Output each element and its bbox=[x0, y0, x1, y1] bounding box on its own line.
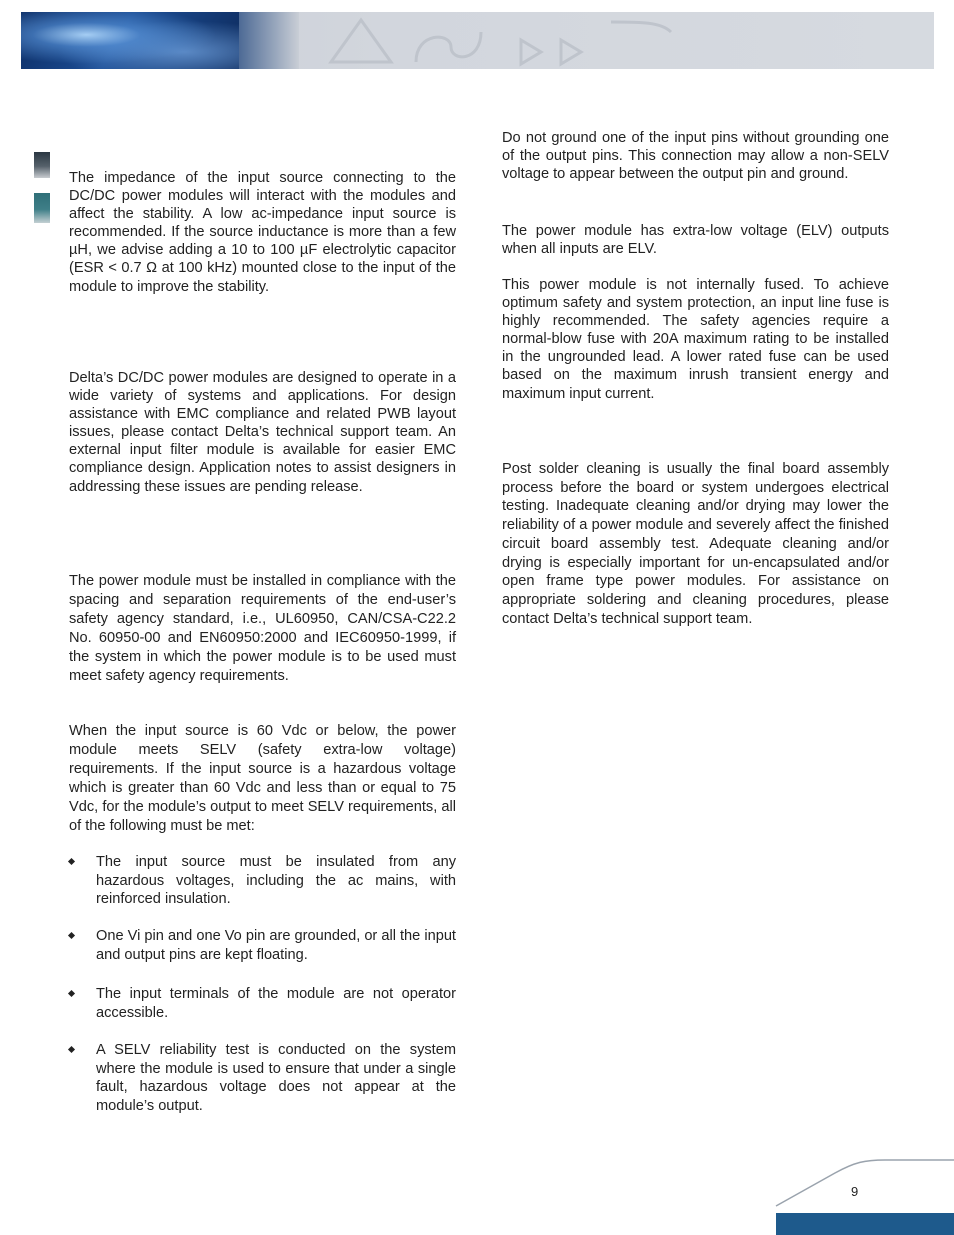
selv-paragraph bbox=[69, 722, 456, 835]
fuse-paragraph bbox=[502, 276, 889, 403]
section-marker-teal bbox=[34, 193, 50, 223]
page-number: 9 bbox=[851, 1184, 859, 1199]
list-item bbox=[69, 853, 456, 909]
banner-logo-watermark bbox=[321, 12, 681, 69]
bullet-icon bbox=[68, 858, 75, 865]
footer-bar bbox=[776, 1213, 954, 1235]
bullet-text: The input terminals of the module are not operator accessible. bbox=[96, 986, 456, 1021]
bullet-text: One Vi pin and one Vo pin are grounded, or all the input and output pins are kept floating. bbox=[96, 928, 456, 963]
emc-paragraph bbox=[69, 369, 456, 496]
bullet-icon bbox=[68, 1046, 75, 1053]
emc-text: Delta’s DC/DC power modules are designed to operate in a wide variety of systems and applications. For design assistance with EMC compliance and related PWB layout issues, please contact Delta’s technical support team. An external input filter module is available for easier EMC compliance design. Application notes to assist designers in addressing these issues are pending release. bbox=[69, 370, 456, 495]
safety-text: The power module must be installed in compliance with the spacing and separation requirements of the end-user’s safety agency standard, i.e., UL60950, CAN/CSA-C22.2 No. 60950-00 and EN60950:2000 and IEC60950-1999, if the system in which the power module is to be used must meet safety agency requirements. bbox=[69, 573, 456, 684]
selv-text: When the input source is 60 Vdc or below, the power module meets SELV (safety extra-low voltage) requirements. If the input source is a hazardous voltage which is greater than 60 Vdc and less than or equal to 75 Vdc, for the module’s output to meet SELV requirements, all of the following must be met: bbox=[69, 723, 456, 834]
bullet-text: A SELV reliability test is conducted on the system where the module is used to ensure that under a single fault, hazardous voltage does not appear at the module’s output. bbox=[96, 1042, 456, 1114]
footer-corner-graphic bbox=[775, 1158, 954, 1218]
bullet-icon bbox=[68, 932, 75, 939]
cleaning-paragraph bbox=[502, 460, 889, 628]
grounding-paragraph bbox=[502, 129, 889, 183]
cleaning-text: Post solder cleaning is usually the final board assembly process before the board or system undergoes electrical testing. Inadequate cleaning and/or drying may lower the reliability of a power module and severely affect the finished circuit board assembly test. Adequate cleaning and/or drying is especially important for un-encapsulated and/or open frame type power modules. For assistance on appropriate soldering and cleaning procedures, please contact Delta’s technical support team. bbox=[502, 461, 889, 627]
input-impedance-text: The impedance of the input source connecting to the DC/DC power modules will interact with the modules and affect the stability. A low ac-impedance input source is recommended. If the source inductance is more than a few µH, we advise adding a 10 to 100 µF electrolytic capacitor (ESR < 0.7 Ω at 100 kHz) mounted close to the input of the module to improve the stability. bbox=[69, 170, 456, 295]
bullet-icon bbox=[68, 990, 75, 997]
list-item bbox=[69, 927, 456, 964]
elv-text: The power module has extra-low voltage (ELV) outputs when all inputs are ELV. bbox=[502, 223, 889, 258]
banner-fade bbox=[239, 12, 299, 69]
safety-paragraph bbox=[69, 572, 456, 685]
bullet-text: The input source must be insulated from any hazardous voltages, including the ac mains, with reinforced insulation. bbox=[96, 854, 456, 908]
header-banner bbox=[21, 12, 934, 69]
list-item bbox=[69, 1041, 456, 1115]
section-marker-dark bbox=[34, 152, 50, 178]
banner-photo bbox=[21, 12, 239, 69]
elv-paragraph bbox=[502, 222, 889, 258]
input-impedance-paragraph bbox=[69, 169, 456, 296]
list-item bbox=[69, 985, 456, 1022]
grounding-text: Do not ground one of the input pins without grounding one of the output pins. This connection may allow a non-SELV voltage to appear between the output pin and ground. bbox=[502, 130, 889, 183]
fuse-text: This power module is not internally fused. To achieve optimum safety and system protection, an input line fuse is highly recommended. The safety agencies require a normal-blow fuse with 20A maximum rating to be installed in the ungrounded lead. A lower rated fuse can be used based on the maximum inrush transient energy and maximum input current. bbox=[502, 277, 889, 402]
